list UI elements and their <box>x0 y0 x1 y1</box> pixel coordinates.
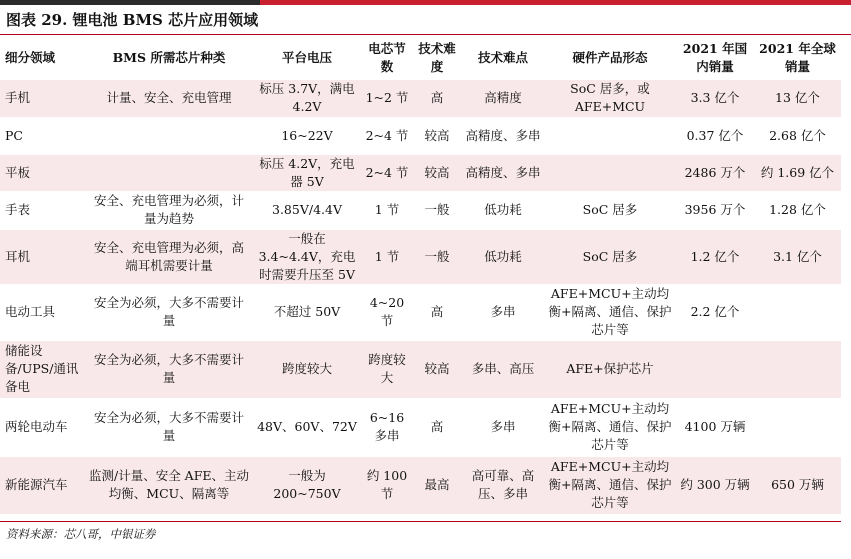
table-cell: 一般在 3.4~4.4V，充电时需要升压至 5V <box>252 229 362 284</box>
table-cell: 4100 万辆 <box>676 398 754 456</box>
table-cell: 手机 <box>0 79 86 117</box>
table-cell: 手表 <box>0 191 86 229</box>
table-cell: 2.68 亿个 <box>754 117 841 154</box>
table-cell: 1 节 <box>362 229 412 284</box>
table-row <box>0 229 841 284</box>
table-cell: 1 节 <box>362 191 412 229</box>
table-cell: 跨度较大 <box>362 340 412 398</box>
table-row <box>0 79 841 117</box>
table-cell <box>544 117 676 154</box>
header-cell: 技术难度 <box>418 40 456 74</box>
header-cell: 技术难点 <box>477 49 528 65</box>
top-accent-dark <box>0 0 260 5</box>
table-cell: 高精度 <box>462 79 544 117</box>
table-row <box>0 117 841 154</box>
table-cell: 一般 <box>412 191 462 229</box>
header-cell: BMS 所需芯片种类 <box>112 49 226 65</box>
table-cell <box>754 284 841 340</box>
table-cell: 高精度、多串 <box>462 117 544 154</box>
table-cell: PC <box>0 117 86 154</box>
table-cell: 安全、充电管理为必须，计量为趋势 <box>86 191 252 229</box>
table-row <box>0 191 841 229</box>
table-cell: 高可靠、高压、多串 <box>462 456 544 514</box>
table-cell: 16~22V <box>252 117 362 154</box>
table-cell: 6~16 多串 <box>362 398 412 456</box>
table-cell: 3.1 亿个 <box>754 229 841 284</box>
table-cell: 安全为必须，大多不需要计量 <box>86 340 252 398</box>
table-cell <box>754 340 841 398</box>
table-cell: 一般 <box>412 229 462 284</box>
table-cell: 1~2 节 <box>362 79 412 117</box>
table-cell: 2~4 节 <box>362 154 412 191</box>
table-cell: 高 <box>412 284 462 340</box>
header-cell: 2021 年全球销量 <box>759 40 836 74</box>
table-cell: 2.2 亿个 <box>676 284 754 340</box>
table-cell: 较高 <box>412 340 462 398</box>
table-cell: 安全为必须，大多不需要计量 <box>86 284 252 340</box>
table-cell <box>676 340 754 398</box>
table-cell: 储能设备/UPS/通讯备电 <box>0 340 86 398</box>
table-cell: 高 <box>412 398 462 456</box>
table-cell: 一般为 200~750V <box>252 456 362 514</box>
table-row <box>0 284 841 340</box>
table-cell: 高 <box>412 79 462 117</box>
figure-title: 图表 29. 锂电池 BMS 芯片应用领域 <box>6 11 259 29</box>
top-accent-red <box>260 0 851 5</box>
table-cell <box>86 154 252 191</box>
table-cell <box>754 398 841 456</box>
table-cell: SoC 居多 <box>544 229 676 284</box>
table-cell: 13 亿个 <box>754 79 841 117</box>
table-cell: 约 1.69 亿个 <box>754 154 841 191</box>
header-cell: 电芯节数 <box>368 40 406 74</box>
table-cell: 标压 4.2V，充电器 5V <box>252 154 362 191</box>
table-cell: 较高 <box>412 117 462 154</box>
table-cell: 较高 <box>412 154 462 191</box>
table-cell: 标压 3.7V，满电 4.2V <box>252 79 362 117</box>
table-cell: 3.3 亿个 <box>676 79 754 117</box>
table-cell: 电动工具 <box>0 284 86 340</box>
table-cell: 耳机 <box>0 229 86 284</box>
table-cell: 多串、高压 <box>462 340 544 398</box>
table-cell: 安全、充电管理为必须，高端耳机需要计量 <box>86 229 252 284</box>
table-cell: AFE+MCU+主动均衡+隔离、通信、保护芯片等 <box>544 284 676 340</box>
bottom-rule <box>0 521 841 522</box>
top-accent-bar <box>0 0 851 5</box>
table-cell: 约 100 节 <box>362 456 412 514</box>
table-cell: 跨度较大 <box>252 340 362 398</box>
table-cell: 650 万辆 <box>754 456 841 514</box>
table-cell: AFE+保护芯片 <box>544 340 676 398</box>
source-note: 资料来源：芯八哥，中银证券 <box>6 527 156 541</box>
header-cell: 2021 年国内销量 <box>682 40 748 74</box>
table-cell: 两轮电动车 <box>0 398 86 456</box>
table-cell: 2~4 节 <box>362 117 412 154</box>
table-cell: 1.28 亿个 <box>754 191 841 229</box>
header-cell: 平台电压 <box>281 49 332 65</box>
table-cell: 1.2 亿个 <box>676 229 754 284</box>
table-cell: 多串 <box>462 284 544 340</box>
header-cell: 细分领域 <box>5 49 56 65</box>
table-cell: 计量、安全、充电管理 <box>86 79 252 117</box>
table-cell: 低功耗 <box>462 191 544 229</box>
table-row <box>0 340 841 398</box>
table-cell: 2486 万个 <box>676 154 754 191</box>
table-cell: SoC 居多 <box>544 191 676 229</box>
table-cell <box>86 117 252 154</box>
table-cell: 监测/计量、安全 AFE、主动均衡、MCU、隔离等 <box>86 456 252 514</box>
table-cell: 约 300 万辆 <box>676 456 754 514</box>
table-cell: 不超过 50V <box>252 284 362 340</box>
table-cell: 多串 <box>462 398 544 456</box>
table-cell: SoC 居多，或 AFE+MCU <box>544 79 676 117</box>
header-cell: 硬件产品形态 <box>572 49 648 65</box>
table-cell: AFE+MCU+主动均衡+隔离、通信、保护芯片等 <box>544 456 676 514</box>
table-cell: 3.85V/4.4V <box>252 191 362 229</box>
bms-application-table <box>0 37 841 514</box>
table-cell: 最高 <box>412 456 462 514</box>
table-cell: 安全为必须，大多不需要计量 <box>86 398 252 456</box>
table-cell: 低功耗 <box>462 229 544 284</box>
table-cell: AFE+MCU+主动均衡+隔离、通信、保护芯片等 <box>544 398 676 456</box>
table-row <box>0 398 841 456</box>
table-cell: 平板 <box>0 154 86 191</box>
table-cell <box>544 154 676 191</box>
table-row <box>0 456 841 514</box>
table-cell: 0.37 亿个 <box>676 117 754 154</box>
table-header-row <box>0 37 841 79</box>
table-cell: 48V、60V、72V <box>252 398 362 456</box>
table-cell: 3956 万个 <box>676 191 754 229</box>
table-row <box>0 154 841 191</box>
table-cell: 新能源汽车 <box>0 456 86 514</box>
table-cell: 高精度、多串 <box>462 154 544 191</box>
table-cell: 4~20 节 <box>362 284 412 340</box>
title-rule <box>0 34 851 35</box>
